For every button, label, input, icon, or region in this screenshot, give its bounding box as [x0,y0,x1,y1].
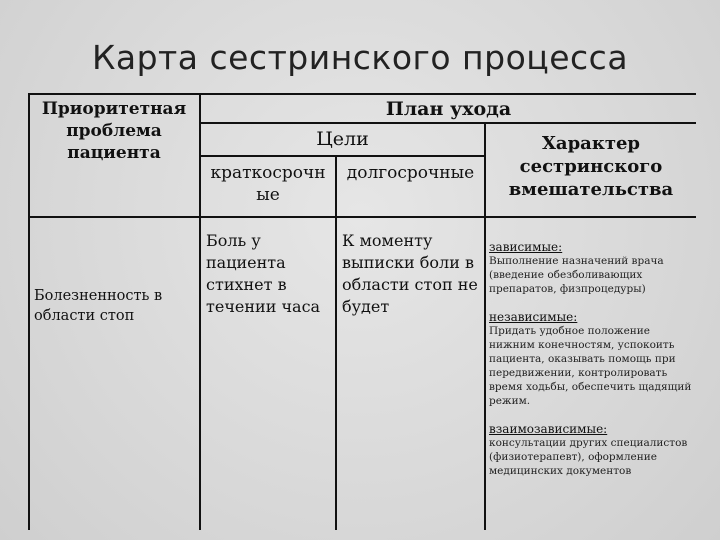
long-term-goal-cell: К моменту выписки боли в области стоп не будет [342,231,478,316]
intervention-text: Придать удобное положение нижним конечностям, успокоить пациента, оказывать помощь при передвижении, контролировать время ходьбы, обеспечить щадящий режим. [489,325,692,407]
intervention-independent [489,310,694,408]
intervention-column-border [484,122,486,530]
page-title: Карта сестринского процесса [91,38,629,77]
header-plan: План ухода [385,98,512,120]
goals-divider [200,155,485,157]
table-top-border [28,93,696,95]
intervention-heading: независимые: [489,310,578,324]
intervention-heading: взаимозависимые: [489,422,608,436]
goals-column-border [335,155,337,530]
intervention-interdependent [489,422,694,478]
intervention-heading: зависимые: [489,240,563,254]
intervention-text: Выполнение назначений врача (введение обезболивающих препаратов, физпроцедуры) [489,255,664,295]
problem-cell: Болезненность в области стоп [34,288,163,324]
problem-column-border [199,93,201,530]
header-goals: Цели [316,128,369,150]
header-long-term: долгосрочные [346,163,475,183]
header-short-term: краткосрочн ые [210,163,326,205]
short-term-goal-cell: Боль у пациента стихнет в течении часа [206,231,321,316]
intervention-text: консультации других специалистов (физиотерапевт), оформление медицинских документов [489,437,688,477]
header-bottom-border [28,216,696,218]
header-intervention: Характер сестринского вмешательства [508,133,674,200]
header-problem: Приоритетная проблема пациента [41,99,187,163]
intervention-dependent [489,240,694,296]
intervention-cell [489,240,694,492]
plan-divider [200,122,696,124]
